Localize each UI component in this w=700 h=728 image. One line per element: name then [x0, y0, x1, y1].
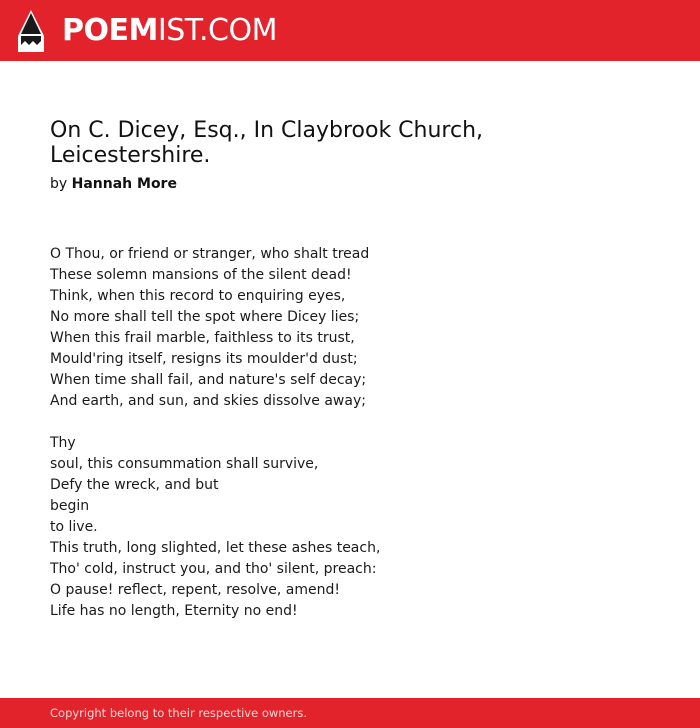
stanza — [50, 244, 650, 412]
poem-body — [50, 244, 650, 643]
site-logo[interactable] — [62, 13, 277, 49]
poem-line: Tho' cold, instruct you, and tho' silent, preach: — [50, 561, 377, 577]
poem-line: And earth, and sun, and skies dissolve away; — [50, 393, 366, 409]
poem-line: O Thou, or friend or stranger, who shalt tread — [50, 246, 370, 262]
stanza — [50, 433, 650, 622]
site-footer — [0, 698, 700, 728]
poem-line: This truth, long slighted, let these ashes teach, — [50, 540, 381, 556]
poem-line: to live. — [50, 519, 98, 535]
poem-line: begin — [50, 498, 90, 514]
poem-line: When this frail marble, faithless to its trust, — [50, 330, 355, 346]
poem-line: Mould'ring itself, resigns its moulder'd dust; — [50, 351, 358, 367]
poem-line: Think, when this record to enquiring eyes, — [50, 288, 346, 304]
logo-light-text: IST.COM — [157, 13, 277, 48]
poem-line: soul, this consummation shall survive, — [50, 456, 319, 472]
by-label: by — [50, 176, 68, 192]
logo-bold-text: POEM — [62, 13, 158, 48]
pencil-logo-icon[interactable] — [18, 10, 44, 52]
poem-line: When time shall fail, and nature's self decay; — [50, 372, 367, 388]
poem-line: Thy — [50, 435, 76, 451]
poem-line: Defy the wreck, and but — [50, 477, 219, 493]
byline — [50, 174, 177, 194]
copyright-text: Copyright belong to their respective owners. — [50, 706, 308, 720]
poem-title: On C. Dicey, Esq., In Claybrook Church, Leicestershire. — [50, 118, 484, 168]
author-name: Hannah More — [71, 176, 177, 192]
poem-line: These solemn mansions of the silent dead! — [50, 267, 352, 283]
site-header — [0, 0, 700, 61]
poem-line: No more shall tell the spot where Dicey lies; — [50, 309, 360, 325]
poem-line: O pause! reflect, repent, resolve, amend! — [50, 582, 340, 598]
poem-line: Life has no length, Eternity no end! — [50, 603, 298, 619]
